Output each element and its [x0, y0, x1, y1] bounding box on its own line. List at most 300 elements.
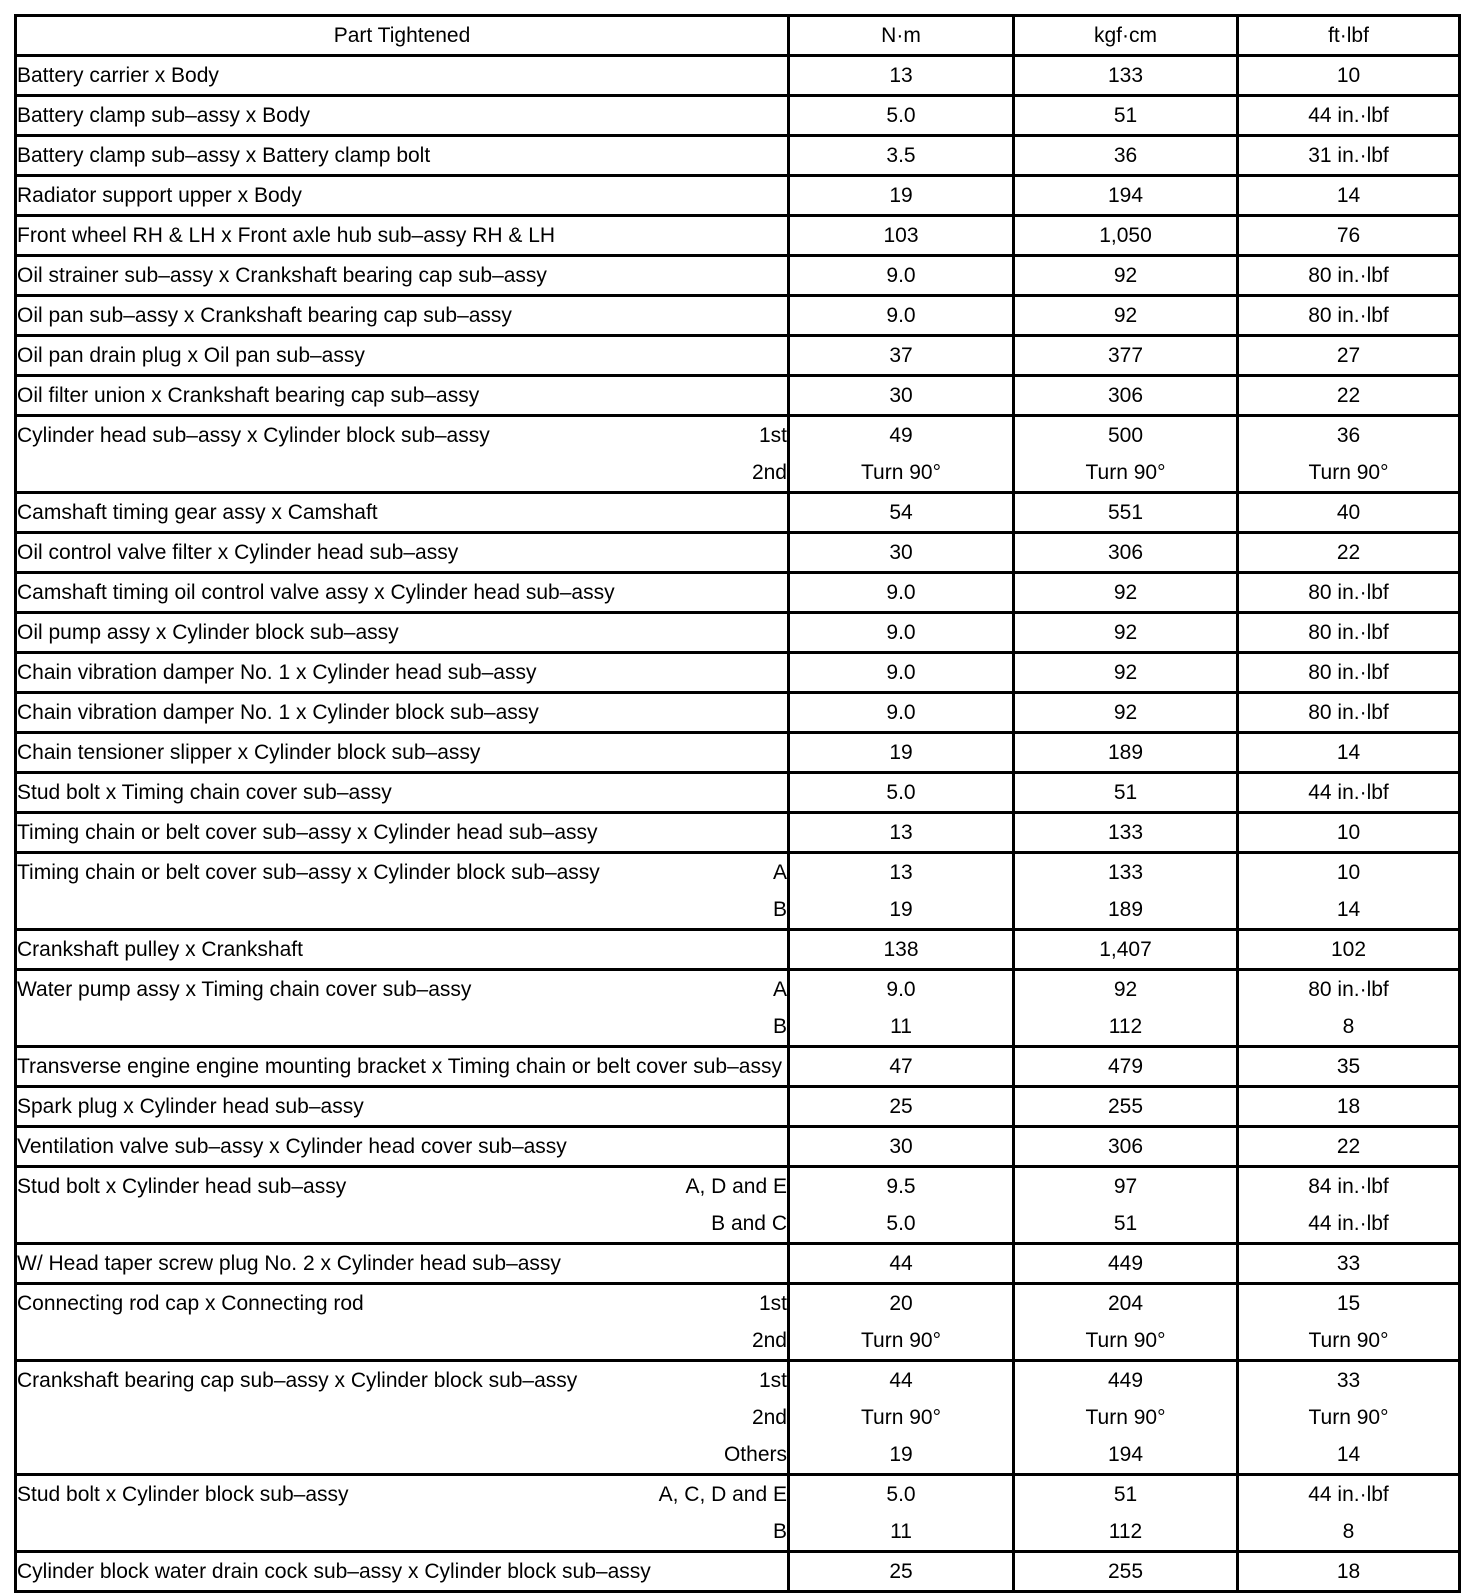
value-cell-nm — [789, 773, 1014, 813]
value-cell-ftlbf — [1238, 1087, 1460, 1127]
value-line: 44 — [889, 1369, 913, 1392]
part-sub-label: 2nd — [751, 1406, 787, 1429]
value-line: 92 — [1113, 264, 1138, 287]
table-row — [16, 296, 1460, 336]
value-cell-ftlbf — [1238, 96, 1460, 136]
value-line: 377 — [1107, 344, 1144, 367]
part-name: Oil control valve filter x Cylinder head sub–assy — [17, 541, 459, 564]
value-cell-nm — [789, 1361, 1014, 1475]
value-line: 92 — [1113, 581, 1138, 604]
value-line: 500 — [1107, 424, 1144, 447]
value-cell-nm — [789, 376, 1014, 416]
table-row — [16, 930, 1460, 970]
value-line: 49 — [889, 424, 913, 447]
value-line: 80 in.·lbf — [1308, 661, 1389, 684]
value-line: 92 — [1113, 701, 1138, 724]
part-sub-labels — [765, 971, 787, 1045]
value-line: 9.0 — [886, 621, 916, 644]
part-name: Camshaft timing oil control valve assy x Cylinder head sub–assy — [17, 581, 615, 604]
value-cell-kgfcm — [1014, 970, 1238, 1047]
value-line: 551 — [1107, 501, 1144, 524]
value-cell-kgfcm — [1014, 573, 1238, 613]
value-line: 13 — [889, 821, 913, 844]
value-cell-ftlbf — [1238, 56, 1460, 96]
value-cell-ftlbf — [1238, 573, 1460, 613]
value-cell-nm — [789, 1552, 1014, 1592]
value-cell-ftlbf — [1238, 1047, 1460, 1087]
value-line: 22 — [1336, 1135, 1361, 1158]
part-sub-labels — [765, 854, 787, 928]
part-name: Cylinder block water drain cock sub–assy x Cylinder block sub–assy — [17, 1560, 651, 1583]
value-cell-nm — [789, 1167, 1014, 1244]
part-name: Connecting rod cap x Connecting rod — [17, 1292, 364, 1315]
table-row — [16, 493, 1460, 533]
value-line: 255 — [1107, 1095, 1144, 1118]
part-name: Battery carrier x Body — [17, 64, 219, 87]
value-cell-nm — [789, 296, 1014, 336]
value-cell-nm — [789, 533, 1014, 573]
value-cell-kgfcm — [1014, 416, 1238, 493]
part-cell — [16, 1127, 789, 1167]
part-sub-labels — [651, 1476, 787, 1550]
part-cell — [16, 653, 789, 693]
part-sub-label: 1st — [758, 1292, 787, 1315]
value-line: 449 — [1107, 1369, 1144, 1392]
value-cell-ftlbf — [1238, 533, 1460, 573]
value-cell-ftlbf — [1238, 853, 1460, 930]
table-row — [16, 336, 1460, 376]
part-sub-labels — [744, 417, 787, 491]
table-row — [16, 416, 1460, 493]
value-cell-ftlbf — [1238, 613, 1460, 653]
value-line: 1,407 — [1099, 938, 1152, 961]
table-row — [16, 733, 1460, 773]
part-sub-label: 2nd — [751, 1329, 787, 1352]
part-name: Timing chain or belt cover sub–assy x Cylinder head sub–assy — [17, 821, 598, 844]
value-line: 37 — [889, 344, 913, 367]
part-name: Water pump assy x Timing chain cover sub–assy — [17, 978, 472, 1001]
value-cell-nm — [789, 1475, 1014, 1552]
value-line: 22 — [1336, 384, 1361, 407]
part-cell — [16, 96, 789, 136]
part-cell — [16, 693, 789, 733]
value-line: 80 in.·lbf — [1308, 304, 1389, 327]
value-line: 97 — [1113, 1175, 1138, 1198]
part-sub-label: 1st — [758, 424, 787, 447]
value-cell-nm — [789, 1244, 1014, 1284]
value-cell-nm — [789, 1047, 1014, 1087]
value-cell-ftlbf — [1238, 256, 1460, 296]
part-cell — [16, 1087, 789, 1127]
value-line: 33 — [1336, 1252, 1361, 1275]
value-cell-kgfcm — [1014, 296, 1238, 336]
value-line: 5.0 — [886, 104, 916, 127]
value-line: Turn 90° — [1308, 1406, 1389, 1429]
value-line: 76 — [1336, 224, 1361, 247]
value-line: Turn 90° — [861, 461, 941, 484]
part-cell — [16, 573, 789, 613]
part-cell — [16, 336, 789, 376]
table-row — [16, 693, 1460, 733]
part-cell — [16, 613, 789, 653]
table-row — [16, 1047, 1460, 1087]
value-line: 18 — [1336, 1095, 1361, 1118]
part-cell — [16, 1167, 789, 1244]
value-line: Turn 90° — [1085, 1329, 1166, 1352]
value-line: 9.0 — [886, 264, 916, 287]
part-cell — [16, 56, 789, 96]
table-row — [16, 96, 1460, 136]
value-line: Turn 90° — [861, 1406, 941, 1429]
value-line: 194 — [1107, 184, 1144, 207]
table-row — [16, 136, 1460, 176]
value-line: 103 — [883, 224, 919, 247]
value-line: 14 — [1336, 898, 1361, 921]
part-sub-label: A, C, D and E — [658, 1483, 787, 1506]
value-line: 22 — [1336, 541, 1361, 564]
value-cell-ftlbf — [1238, 693, 1460, 733]
value-line: 14 — [1336, 1443, 1361, 1466]
part-cell — [16, 533, 789, 573]
part-name: Crankshaft pulley x Crankshaft — [17, 938, 303, 961]
value-line: 9.5 — [886, 1175, 916, 1198]
part-name: Spark plug x Cylinder head sub–assy — [17, 1095, 364, 1118]
value-line: 19 — [889, 898, 913, 921]
part-cell — [16, 813, 789, 853]
value-cell-nm — [789, 1127, 1014, 1167]
value-cell-ftlbf — [1238, 1475, 1460, 1552]
value-cell-kgfcm — [1014, 136, 1238, 176]
table-row — [16, 1284, 1460, 1361]
value-cell-kgfcm — [1014, 1127, 1238, 1167]
value-line: 133 — [1107, 861, 1144, 884]
value-line: 30 — [889, 1135, 913, 1158]
value-cell-ftlbf — [1238, 1244, 1460, 1284]
value-line: 306 — [1107, 541, 1144, 564]
value-cell-nm — [789, 336, 1014, 376]
value-line: 13 — [889, 861, 913, 884]
table-row — [16, 376, 1460, 416]
value-line: 44 in.·lbf — [1308, 781, 1389, 804]
value-cell-nm — [789, 56, 1014, 96]
part-sub-label: 2nd — [751, 461, 787, 484]
part-cell — [16, 216, 789, 256]
value-line: 80 in.·lbf — [1308, 978, 1389, 1001]
part-name: Chain vibration damper No. 1 x Cylinder head sub–assy — [17, 661, 537, 684]
value-line: 13 — [889, 64, 913, 87]
value-cell-kgfcm — [1014, 1047, 1238, 1087]
value-cell-kgfcm — [1014, 733, 1238, 773]
value-line: 306 — [1107, 1135, 1144, 1158]
value-cell-kgfcm — [1014, 256, 1238, 296]
part-cell — [16, 376, 789, 416]
value-line: 80 in.·lbf — [1308, 581, 1389, 604]
value-cell-ftlbf — [1238, 930, 1460, 970]
value-line: 51 — [1113, 1483, 1138, 1506]
table-row — [16, 176, 1460, 216]
value-line: 30 — [889, 541, 913, 564]
value-line: 10 — [1336, 861, 1361, 884]
part-name: Timing chain or belt cover sub–assy x Cylinder block sub–assy — [17, 861, 600, 884]
value-line: 9.0 — [886, 701, 916, 724]
value-line: 9.0 — [886, 661, 916, 684]
part-cell — [16, 970, 789, 1047]
part-sub-label: Others — [723, 1443, 787, 1466]
value-line: 11 — [890, 1520, 912, 1543]
value-cell-kgfcm — [1014, 533, 1238, 573]
value-cell-kgfcm — [1014, 493, 1238, 533]
value-line: 33 — [1336, 1369, 1361, 1392]
value-cell-nm — [789, 930, 1014, 970]
part-name: Stud bolt x Timing chain cover sub–assy — [17, 781, 392, 804]
value-cell-ftlbf — [1238, 1361, 1460, 1475]
part-cell — [16, 416, 789, 493]
value-line: 15 — [1336, 1292, 1361, 1315]
part-sub-label: B — [772, 898, 787, 921]
value-cell-kgfcm — [1014, 1475, 1238, 1552]
value-line: 306 — [1107, 384, 1144, 407]
part-name: Oil pan sub–assy x Crankshaft bearing cap sub–assy — [17, 304, 512, 327]
value-line: 19 — [889, 184, 913, 207]
value-line: 102 — [1330, 938, 1367, 961]
part-name: Oil pan drain plug x Oil pan sub–assy — [17, 344, 365, 367]
value-cell-ftlbf — [1238, 970, 1460, 1047]
value-line: 255 — [1107, 1560, 1144, 1583]
part-name: Oil strainer sub–assy x Crankshaft bearing cap sub–assy — [17, 264, 547, 287]
value-line: 19 — [889, 1443, 913, 1466]
part-name: Oil pump assy x Cylinder block sub–assy — [17, 621, 399, 644]
table-row — [16, 1475, 1460, 1552]
value-cell-nm — [789, 416, 1014, 493]
value-cell-nm — [789, 216, 1014, 256]
value-line: 9.0 — [886, 978, 916, 1001]
value-cell-nm — [789, 813, 1014, 853]
table-row — [16, 1087, 1460, 1127]
value-line: 30 — [889, 384, 913, 407]
value-line: 1,050 — [1099, 224, 1152, 247]
value-line: 9.0 — [886, 304, 916, 327]
part-name: Oil filter union x Crankshaft bearing cap sub–assy — [17, 384, 480, 407]
value-cell-kgfcm — [1014, 930, 1238, 970]
table-row — [16, 216, 1460, 256]
part-sub-label: A, D and E — [685, 1175, 787, 1198]
value-line: 27 — [1336, 344, 1361, 367]
value-cell-nm — [789, 693, 1014, 733]
value-line: 8 — [1342, 1520, 1355, 1543]
value-cell-kgfcm — [1014, 1361, 1238, 1475]
value-line: 44 — [889, 1252, 913, 1275]
value-line: 204 — [1107, 1292, 1144, 1315]
part-cell — [16, 176, 789, 216]
value-line: 8 — [1342, 1015, 1355, 1038]
value-line: Turn 90° — [861, 1329, 941, 1352]
part-sub-label: A — [772, 861, 787, 884]
value-cell-ftlbf — [1238, 376, 1460, 416]
part-name: Cylinder head sub–assy x Cylinder block sub–assy — [17, 424, 490, 447]
part-sub-labels — [716, 1362, 787, 1473]
value-cell-kgfcm — [1014, 376, 1238, 416]
value-line: 92 — [1113, 621, 1138, 644]
column-header-part: Part Tightened — [16, 16, 789, 56]
value-line: 36 — [1113, 144, 1138, 167]
value-cell-nm — [789, 733, 1014, 773]
value-line: 40 — [1336, 501, 1361, 524]
value-cell-kgfcm — [1014, 773, 1238, 813]
table-row — [16, 773, 1460, 813]
value-line: Turn 90° — [1085, 461, 1166, 484]
value-cell-ftlbf — [1238, 1552, 1460, 1592]
value-cell-nm — [789, 256, 1014, 296]
value-line: 44 in.·lbf — [1308, 1483, 1389, 1506]
part-sub-label: B and C — [711, 1212, 787, 1235]
value-line: Turn 90° — [1308, 1329, 1389, 1352]
value-line: 51 — [1113, 781, 1138, 804]
value-line: 19 — [889, 741, 913, 764]
value-line: 36 — [1336, 424, 1361, 447]
value-line: 133 — [1107, 64, 1144, 87]
table-row — [16, 1552, 1460, 1592]
value-cell-ftlbf — [1238, 733, 1460, 773]
value-cell-ftlbf — [1238, 653, 1460, 693]
part-name: Stud bolt x Cylinder block sub–assy — [17, 1483, 349, 1506]
value-cell-kgfcm — [1014, 96, 1238, 136]
part-cell — [16, 1244, 789, 1284]
value-line: 18 — [1336, 1560, 1361, 1583]
value-line: 51 — [1113, 104, 1138, 127]
value-line: 9.0 — [886, 581, 916, 604]
value-line: 5.0 — [886, 1212, 916, 1235]
part-sub-labels — [677, 1168, 787, 1242]
value-cell-nm — [789, 970, 1014, 1047]
value-line: 5.0 — [886, 1483, 916, 1506]
value-line: 80 in.·lbf — [1308, 621, 1389, 644]
value-cell-ftlbf — [1238, 176, 1460, 216]
part-cell — [16, 773, 789, 813]
value-cell-kgfcm — [1014, 176, 1238, 216]
value-line: 14 — [1336, 741, 1361, 764]
value-cell-kgfcm — [1014, 336, 1238, 376]
value-line: 25 — [889, 1560, 913, 1583]
table-row — [16, 1361, 1460, 1475]
value-line: 92 — [1113, 304, 1138, 327]
value-cell-ftlbf — [1238, 1167, 1460, 1244]
value-cell-kgfcm — [1014, 1244, 1238, 1284]
column-header-nm: N·m — [789, 16, 1014, 56]
value-line: 138 — [883, 938, 919, 961]
table-row — [16, 613, 1460, 653]
part-cell — [16, 136, 789, 176]
value-line: 3.5 — [886, 144, 916, 167]
part-cell — [16, 256, 789, 296]
value-cell-nm — [789, 1087, 1014, 1127]
value-line: 10 — [1336, 821, 1361, 844]
value-line: 14 — [1336, 184, 1361, 207]
value-line: 84 in.·lbf — [1308, 1175, 1389, 1198]
part-name: Front wheel RH & LH x Front axle hub sub–assy RH & LH — [17, 224, 556, 247]
value-line: 10 — [1336, 64, 1361, 87]
value-cell-nm — [789, 136, 1014, 176]
part-name: Transverse engine engine mounting bracket x Timing chain or belt cover sub–assy — [17, 1055, 782, 1078]
value-cell-ftlbf — [1238, 336, 1460, 376]
part-cell — [16, 296, 789, 336]
value-cell-kgfcm — [1014, 216, 1238, 256]
table-row — [16, 256, 1460, 296]
part-name: Ventilation valve sub–assy x Cylinder head cover sub–assy — [17, 1135, 567, 1158]
table-row — [16, 653, 1460, 693]
value-line: 92 — [1113, 978, 1138, 1001]
value-cell-kgfcm — [1014, 56, 1238, 96]
value-line: 189 — [1107, 741, 1144, 764]
value-cell-ftlbf — [1238, 136, 1460, 176]
column-header-kgfcm: kgf·cm — [1014, 16, 1238, 56]
value-cell-ftlbf — [1238, 773, 1460, 813]
value-cell-kgfcm — [1014, 813, 1238, 853]
table-row — [16, 1127, 1460, 1167]
value-line: 449 — [1107, 1252, 1144, 1275]
value-line: 44 in.·lbf — [1308, 1212, 1389, 1235]
value-cell-nm — [789, 176, 1014, 216]
part-name: W/ Head taper screw plug No. 2 x Cylinder head sub–assy — [17, 1252, 561, 1275]
value-cell-kgfcm — [1014, 653, 1238, 693]
part-name: Battery clamp sub–assy x Battery clamp bolt — [17, 144, 431, 167]
value-line: 44 in.·lbf — [1308, 104, 1389, 127]
value-cell-nm — [789, 613, 1014, 653]
value-cell-kgfcm — [1014, 1552, 1238, 1592]
value-line: 31 in.·lbf — [1308, 144, 1389, 167]
value-cell-kgfcm — [1014, 853, 1238, 930]
part-name: Radiator support upper x Body — [17, 184, 302, 207]
value-line: 11 — [890, 1015, 912, 1038]
value-cell-ftlbf — [1238, 813, 1460, 853]
part-cell — [16, 733, 789, 773]
value-line: 80 in.·lbf — [1308, 701, 1389, 724]
table-row — [16, 1167, 1460, 1244]
value-line: 5.0 — [886, 781, 916, 804]
part-sub-label: A — [772, 978, 787, 1001]
value-cell-kgfcm — [1014, 693, 1238, 733]
part-cell — [16, 1361, 789, 1475]
part-cell — [16, 1475, 789, 1552]
value-line: 20 — [889, 1292, 913, 1315]
value-line: 133 — [1107, 821, 1144, 844]
value-line: 112 — [1108, 1520, 1143, 1543]
value-line: Turn 90° — [1085, 1406, 1166, 1429]
part-name: Camshaft timing gear assy x Camshaft — [17, 501, 378, 524]
value-line: Turn 90° — [1308, 461, 1389, 484]
value-line: 35 — [1336, 1055, 1361, 1078]
value-cell-nm — [789, 493, 1014, 533]
table-row — [16, 573, 1460, 613]
value-line: 194 — [1107, 1443, 1144, 1466]
value-line: 47 — [889, 1055, 913, 1078]
part-name: Battery clamp sub–assy x Body — [17, 104, 310, 127]
value-cell-ftlbf — [1238, 1127, 1460, 1167]
value-line: 54 — [889, 501, 913, 524]
part-name: Crankshaft bearing cap sub–assy x Cylinder block sub–assy — [17, 1369, 578, 1392]
part-name: Chain tensioner slipper x Cylinder block sub–assy — [17, 741, 481, 764]
part-cell — [16, 1552, 789, 1592]
header-row — [16, 16, 1460, 56]
value-cell-ftlbf — [1238, 416, 1460, 493]
value-line: 51 — [1113, 1212, 1138, 1235]
value-line: 189 — [1107, 898, 1144, 921]
table-row — [16, 533, 1460, 573]
value-cell-nm — [789, 573, 1014, 613]
value-cell-kgfcm — [1014, 1167, 1238, 1244]
table-row — [16, 813, 1460, 853]
value-cell-nm — [789, 96, 1014, 136]
part-cell — [16, 930, 789, 970]
